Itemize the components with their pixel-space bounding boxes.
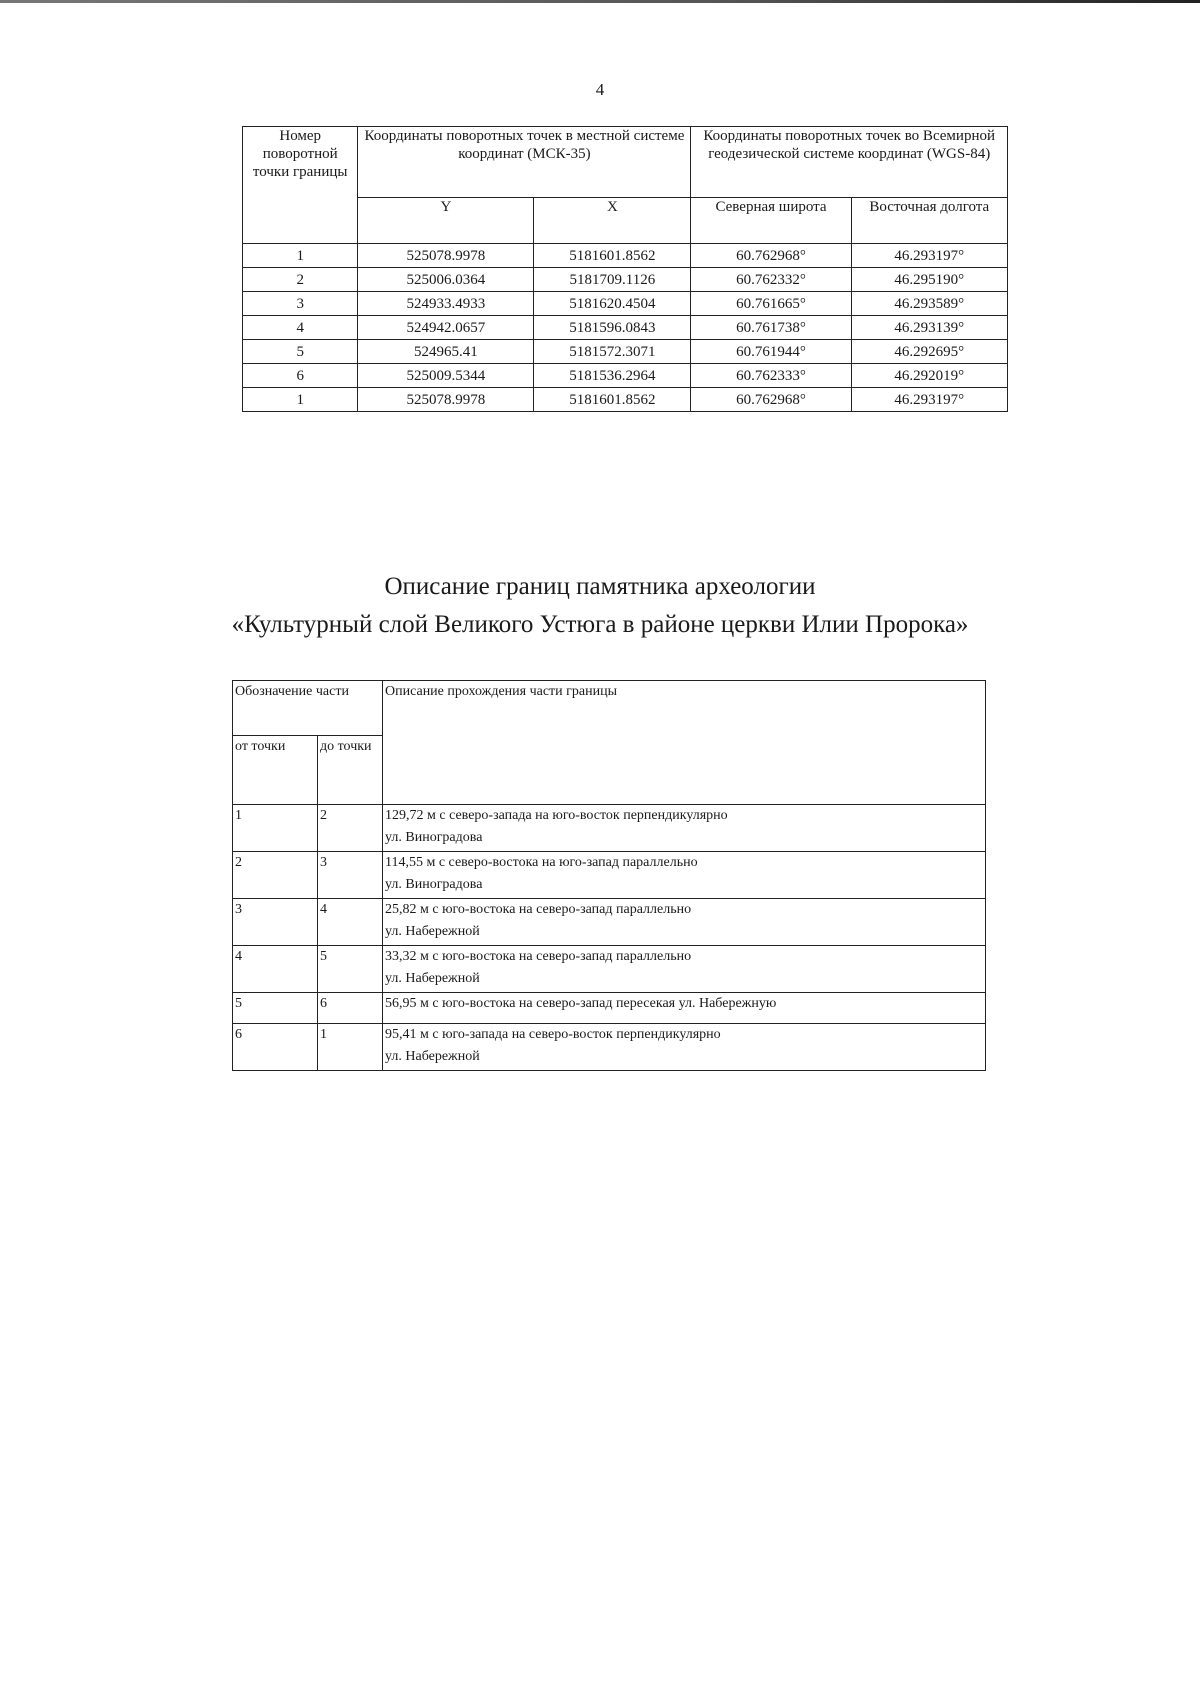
- to-point-cell: 5: [318, 946, 383, 993]
- latitude-cell: 60.762968°: [691, 244, 851, 268]
- page-number: 4: [595, 80, 605, 99]
- from-point-cell: 1: [233, 805, 318, 852]
- longitude-cell: 46.293197°: [851, 388, 1007, 412]
- header-point-number: Номер поворотной точки границы: [243, 127, 358, 244]
- point-number-cell: 1: [243, 244, 358, 268]
- from-point-cell: 4: [233, 946, 318, 993]
- y-cell: 525009.5344: [358, 364, 534, 388]
- longitude-cell: 46.292695°: [851, 340, 1007, 364]
- point-number-cell: 4: [243, 316, 358, 340]
- y-cell: 525078.9978: [358, 244, 534, 268]
- y-cell: 524933.4933: [358, 292, 534, 316]
- point-number-cell: 1: [243, 388, 358, 412]
- from-point-cell: 2: [233, 852, 318, 899]
- to-point-cell: 6: [318, 993, 383, 1024]
- description-cell: [383, 993, 986, 1024]
- x-cell: 5181709.1126: [534, 268, 691, 292]
- latitude-cell: 60.761944°: [691, 340, 851, 364]
- table-row: [233, 993, 986, 1024]
- from-point-cell: 6: [233, 1024, 318, 1071]
- point-number-cell: 6: [243, 364, 358, 388]
- description-line: ул. Виноградова: [385, 830, 483, 845]
- title-line-2: «Культурный слой Великого Устюга в районе церкви Илии Пророка»: [231, 611, 969, 638]
- longitude-cell: 46.292019°: [851, 364, 1007, 388]
- document-title: [0, 568, 1200, 644]
- latitude-cell: 60.762968°: [691, 388, 851, 412]
- header-part-designation: Обозначение части: [233, 681, 383, 736]
- header-latitude: Северная широта: [691, 198, 851, 244]
- header-to-point: до точки: [318, 736, 383, 805]
- longitude-cell: 46.293589°: [851, 292, 1007, 316]
- header-boundary-description: Описание прохождения части границы: [383, 681, 986, 805]
- longitude-cell: 46.293139°: [851, 316, 1007, 340]
- x-cell: 5181601.8562: [534, 388, 691, 412]
- latitude-cell: 60.761738°: [691, 316, 851, 340]
- header-longitude: Восточная долгота: [851, 198, 1007, 244]
- header-y: Y: [358, 198, 534, 244]
- header-from-point: от точки: [233, 736, 318, 805]
- y-cell: 525078.9978: [358, 388, 534, 412]
- description-cell: [383, 899, 986, 946]
- description-line: ул. Набережной: [385, 971, 480, 986]
- y-cell: 525006.0364: [358, 268, 534, 292]
- longitude-cell: 46.295190°: [851, 268, 1007, 292]
- to-point-cell: 1: [318, 1024, 383, 1071]
- table-row: [243, 316, 1008, 340]
- x-cell: 5181572.3071: [534, 340, 691, 364]
- latitude-cell: 60.762333°: [691, 364, 851, 388]
- header-x: X: [534, 198, 691, 244]
- description-line: 56,95 м с юго-востока на северо-запад пересекая ул. Набережную: [385, 996, 777, 1011]
- description-line: ул. Набережной: [385, 1049, 480, 1064]
- top-border-line: [0, 0, 1200, 3]
- to-point-cell: 4: [318, 899, 383, 946]
- point-number-cell: 2: [243, 268, 358, 292]
- latitude-cell: 60.762332°: [691, 268, 851, 292]
- description-cell: [383, 1024, 986, 1071]
- title-line-1: Описание границ памятника археологии: [384, 573, 816, 600]
- description-line: 25,82 м с юго-востока на северо-запад параллельно: [385, 902, 692, 917]
- description-cell: [383, 852, 986, 899]
- x-cell: 5181596.0843: [534, 316, 691, 340]
- point-number-cell: 5: [243, 340, 358, 364]
- table-row: [233, 946, 986, 993]
- boundary-description-table: [232, 680, 986, 1071]
- table-row: [233, 805, 986, 852]
- table-row: [233, 852, 986, 899]
- header-wgs-coordinates: Координаты поворотных точек во Всемирной геодезической системе координат (WGS-84): [691, 127, 1008, 198]
- x-cell: 5181536.2964: [534, 364, 691, 388]
- coordinates-table: [242, 126, 1008, 412]
- longitude-cell: 46.293197°: [851, 244, 1007, 268]
- description-line: 33,32 м с юго-востока на северо-запад параллельно: [385, 949, 692, 964]
- description-line: 95,41 м с юго-запада на северо-восток перпендикулярно: [385, 1027, 721, 1042]
- description-line: ул. Набережной: [385, 924, 480, 939]
- description-line: ул. Виноградова: [385, 877, 483, 892]
- table-row: [243, 244, 1008, 268]
- x-cell: 5181601.8562: [534, 244, 691, 268]
- to-point-cell: 2: [318, 805, 383, 852]
- table-row: [233, 899, 986, 946]
- table-row: [243, 388, 1008, 412]
- table-row: [243, 268, 1008, 292]
- y-cell: 524942.0657: [358, 316, 534, 340]
- table-row: [243, 292, 1008, 316]
- header-local-coordinates: Координаты поворотных точек в местной системе координат (МСК-35): [358, 127, 691, 198]
- table-row: [233, 1024, 986, 1071]
- to-point-cell: 3: [318, 852, 383, 899]
- latitude-cell: 60.761665°: [691, 292, 851, 316]
- description-line: 114,55 м с северо-востока на юго-запад параллельно: [385, 855, 698, 870]
- description-cell: [383, 946, 986, 993]
- point-number-cell: 3: [243, 292, 358, 316]
- table-row: [243, 340, 1008, 364]
- y-cell: 524965.41: [358, 340, 534, 364]
- description-cell: [383, 805, 986, 852]
- table-row: [243, 364, 1008, 388]
- description-line: 129,72 м с северо-запада на юго-восток перпендикулярно: [385, 808, 728, 823]
- from-point-cell: 5: [233, 993, 318, 1024]
- from-point-cell: 3: [233, 899, 318, 946]
- x-cell: 5181620.4504: [534, 292, 691, 316]
